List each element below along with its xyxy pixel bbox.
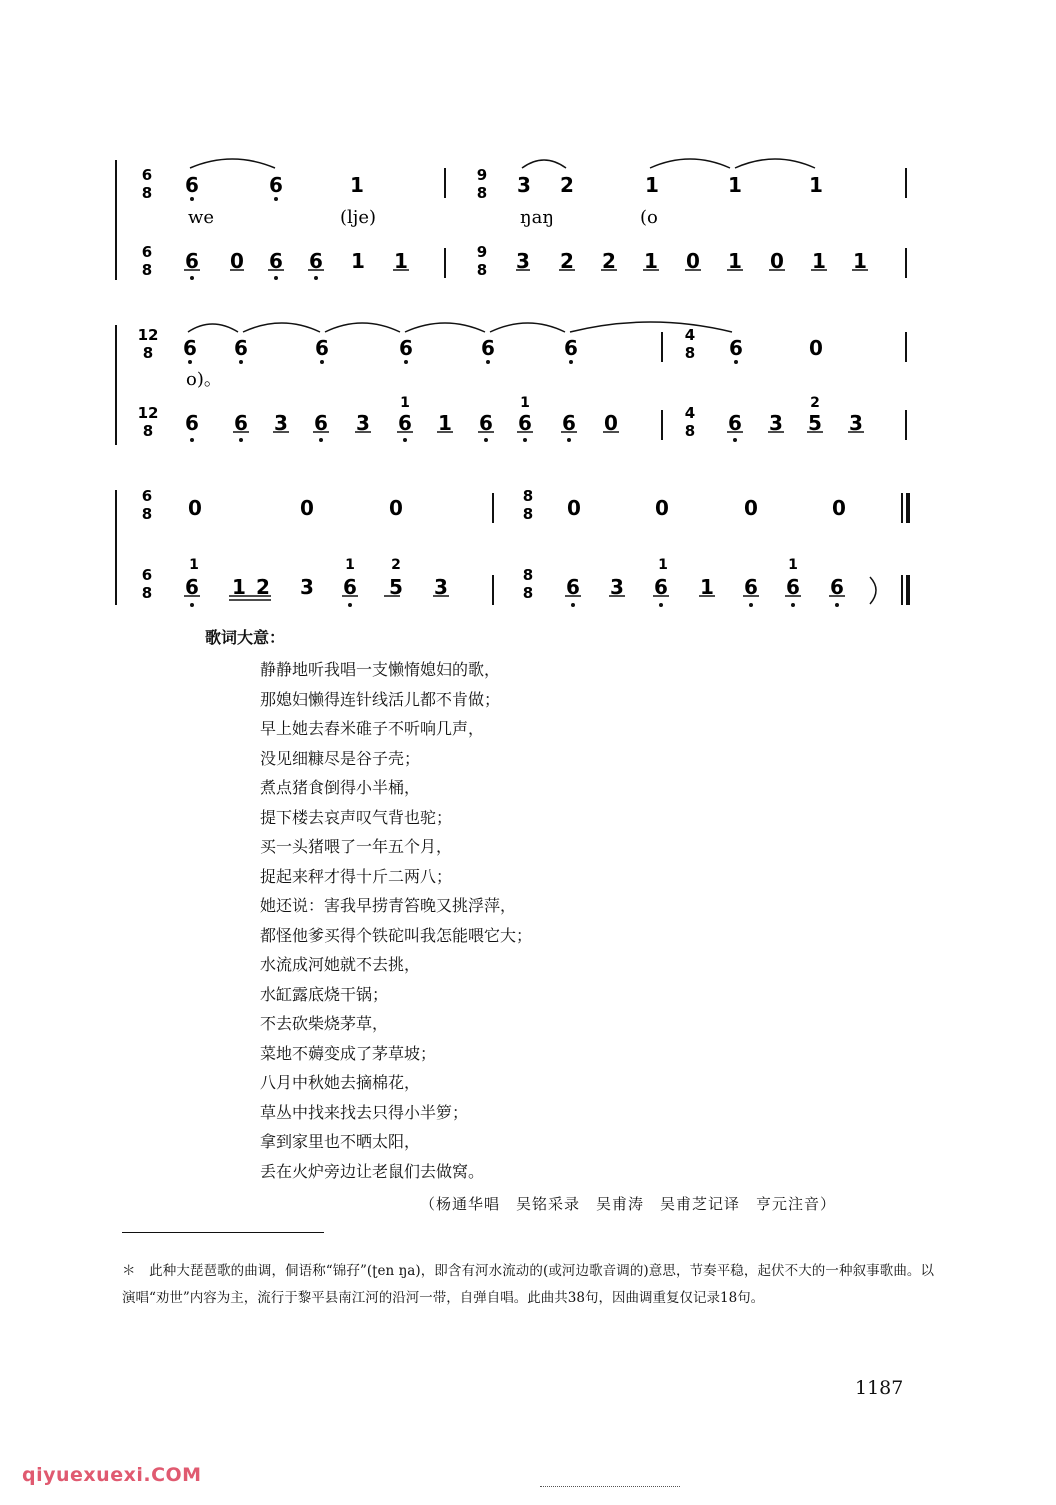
note: 6 — [728, 411, 742, 435]
lyric-line: 煮点猪食倒得小半桶， — [260, 778, 421, 797]
note: 1 — [645, 173, 659, 197]
note: 0 — [300, 496, 314, 520]
ts-den: 8 — [141, 584, 153, 602]
note: 3 — [516, 249, 530, 273]
note: 6 — [564, 336, 578, 360]
upper-mark: 1 — [189, 557, 199, 573]
watermark: qiyuexuexi.COM — [22, 1464, 202, 1486]
ts-num: 4 — [684, 326, 696, 344]
system2-accompaniment-notes — [185, 411, 863, 435]
lyric-line: 捉起来秤才得十斤二两八； — [260, 866, 453, 886]
upper-mark: 1 — [658, 557, 668, 573]
lyric: o)。 — [186, 369, 222, 390]
ts-den: 8 — [522, 584, 534, 602]
ts-num: 8 — [522, 566, 534, 584]
lyrics-heading: 歌词大意： — [205, 628, 286, 647]
lyric-line: 水流成河她就不去挑， — [260, 955, 421, 974]
ts-den: 8 — [142, 422, 154, 440]
note: 6 — [185, 249, 199, 273]
note: 1 — [438, 411, 452, 435]
ts-num: 6 — [141, 166, 153, 184]
lyric-line: 她还说：害我早捞青笞晚又挑浮萍， — [260, 896, 517, 915]
ts-num: 9 — [476, 166, 488, 184]
note: 2 — [560, 249, 574, 273]
ts-num: 4 — [684, 404, 696, 422]
ts-den: 8 — [141, 505, 153, 523]
note: 6 — [269, 249, 283, 273]
note: 6 — [786, 575, 800, 599]
note: 6 — [654, 575, 668, 599]
lyric-line: 菜地不薅变成了茅草坡； — [260, 1043, 437, 1063]
note: 6 — [309, 249, 323, 273]
lyric: (lje) — [340, 207, 377, 228]
note: 1 — [809, 173, 823, 197]
note: 0 — [744, 496, 758, 520]
lyric-line: 早上她去舂米碓子不听响几声， — [260, 719, 485, 738]
note: 0 — [832, 496, 846, 520]
note: 6 — [729, 336, 743, 360]
note: 6 — [566, 575, 580, 599]
note: 6 — [830, 575, 844, 599]
page-number: 1187 — [855, 1377, 904, 1399]
upper-mark: 1 — [520, 395, 530, 411]
upper-mark: 2 — [391, 557, 401, 573]
note: 6 — [343, 575, 357, 599]
ts-den: 8 — [142, 344, 154, 362]
note: 0 — [188, 496, 202, 520]
lyric-line: 不去砍柴烧茅草， — [260, 1014, 389, 1033]
note: 6 — [479, 411, 493, 435]
note: 6 — [481, 336, 495, 360]
note: 1 — [700, 575, 714, 599]
lyric: we — [188, 207, 215, 228]
note: 6 — [744, 575, 758, 599]
note: 6 — [315, 336, 329, 360]
note: 3 — [274, 411, 288, 435]
note: 1 — [728, 173, 742, 197]
note: 1 — [853, 249, 867, 273]
note: 6 — [185, 173, 199, 197]
note: 6 — [185, 411, 199, 435]
footnote-divider — [122, 1232, 324, 1233]
note: 5 — [389, 575, 403, 599]
note: 0 — [686, 249, 700, 273]
lyric-line: 那媳妇懒得连针线活儿都不肯做； — [260, 689, 501, 709]
note: 6 — [185, 575, 199, 599]
bottom-divider — [540, 1486, 680, 1487]
note: 6 — [399, 336, 413, 360]
note: 1 — [644, 249, 658, 273]
note: 1 — [232, 575, 246, 599]
note: 6 — [562, 411, 576, 435]
lyric-line: 静静地听我唱一支懒惰媳妇的歌， — [260, 660, 501, 679]
note: 2 — [560, 173, 574, 197]
lyric-line: 丢在火炉旁边让老鼠们去做窝。 — [260, 1161, 485, 1181]
ts-den: 8 — [141, 261, 153, 279]
note: 0 — [655, 496, 669, 520]
note: 6 — [234, 411, 248, 435]
note: 3 — [610, 575, 624, 599]
ts-den: 8 — [476, 261, 488, 279]
upper-mark: 1 — [788, 557, 798, 573]
ts-den: 8 — [684, 344, 696, 362]
system2-lyrics — [186, 369, 222, 390]
system2-voice-notes — [183, 336, 823, 360]
note: 0 — [809, 336, 823, 360]
note: 3 — [434, 575, 448, 599]
lyric-line: 买一头猪喂了一年五个月， — [260, 837, 453, 856]
note: 2 — [256, 575, 270, 599]
note: 0 — [230, 249, 244, 273]
system3-voice-notes — [188, 496, 846, 520]
note: 5 — [808, 411, 822, 435]
credits-line: （杨通华唱 吴铭采录 吴甫涛 吴甫芝记译 亨元注音） — [420, 1195, 837, 1213]
note: 1 — [394, 249, 408, 273]
lyric: (o — [640, 207, 658, 228]
lyric-line: 草丛中找来找去只得小半箩； — [260, 1102, 469, 1122]
ts-num: 12 — [137, 404, 159, 422]
note: 6 — [314, 411, 328, 435]
system2-upper-marks — [400, 395, 820, 411]
ts-num: 12 — [137, 326, 159, 344]
note: 3 — [769, 411, 783, 435]
note: 1 — [351, 249, 365, 273]
note: 0 — [604, 411, 618, 435]
ts-den: 8 — [684, 422, 696, 440]
note: 3 — [849, 411, 863, 435]
note: 1 — [350, 173, 364, 197]
lyric: ŋaŋ — [520, 207, 554, 228]
ts-den: 8 — [476, 184, 488, 202]
note: 0 — [389, 496, 403, 520]
lyric-line: 没见细糠尽是谷子壳； — [260, 748, 421, 768]
note: 6 — [183, 336, 197, 360]
ts-den: 8 — [141, 184, 153, 202]
system3-upper-marks — [189, 557, 798, 573]
upper-mark: 1 — [400, 395, 410, 411]
ts-den: 8 — [522, 505, 534, 523]
note: 3 — [517, 173, 531, 197]
note: 1 — [812, 249, 826, 273]
lyric-line: 拿到家里也不晒太阳， — [260, 1132, 421, 1151]
note: 6 — [518, 411, 532, 435]
lyric-line: 八月中秋她去摘棉花， — [260, 1073, 421, 1092]
numbered-musical-score — [0, 0, 1056, 620]
system3-accompaniment-notes — [185, 575, 844, 599]
ts-num: 6 — [141, 566, 153, 584]
lyric-line: 都怪他爹买得个铁砣叫我怎能喂它大； — [260, 925, 533, 945]
ts-num: 8 — [522, 487, 534, 505]
lyrics-list — [260, 655, 532, 1186]
ts-num: 6 — [141, 243, 153, 261]
note: 0 — [567, 496, 581, 520]
note: 2 — [602, 249, 616, 273]
upper-mark: 1 — [345, 557, 355, 573]
upper-mark: 2 — [810, 395, 820, 411]
note: 3 — [356, 411, 370, 435]
system1-voice-notes — [185, 173, 823, 197]
note: 6 — [269, 173, 283, 197]
system1-lyrics — [188, 207, 658, 228]
lyric-line: 提下楼去哀声叹气背也驼； — [260, 807, 453, 827]
note: 1 — [728, 249, 742, 273]
ts-num: 9 — [476, 243, 488, 261]
note: 6 — [234, 336, 248, 360]
note: 3 — [300, 575, 314, 599]
lyric-line: 水缸露底烧干锅； — [260, 984, 389, 1004]
ts-num: 6 — [141, 487, 153, 505]
note: 6 — [398, 411, 412, 435]
note: 0 — [770, 249, 784, 273]
system1-accompaniment-notes — [185, 249, 867, 273]
footnote: ＊ 此种大琵琶歌的曲调，侗语称“锦孖”(ʈen ŋa)，即含有河水流动的(或河边歌音调的)意思，节奏平稳，起伏不大的一种叙事歌曲。以演唱“劝世”内容为主，流行于黎平县南江河的沿河一带，自弹自唱。此曲共38句，因曲调重复仅记录18句。 — [122, 1263, 934, 1306]
